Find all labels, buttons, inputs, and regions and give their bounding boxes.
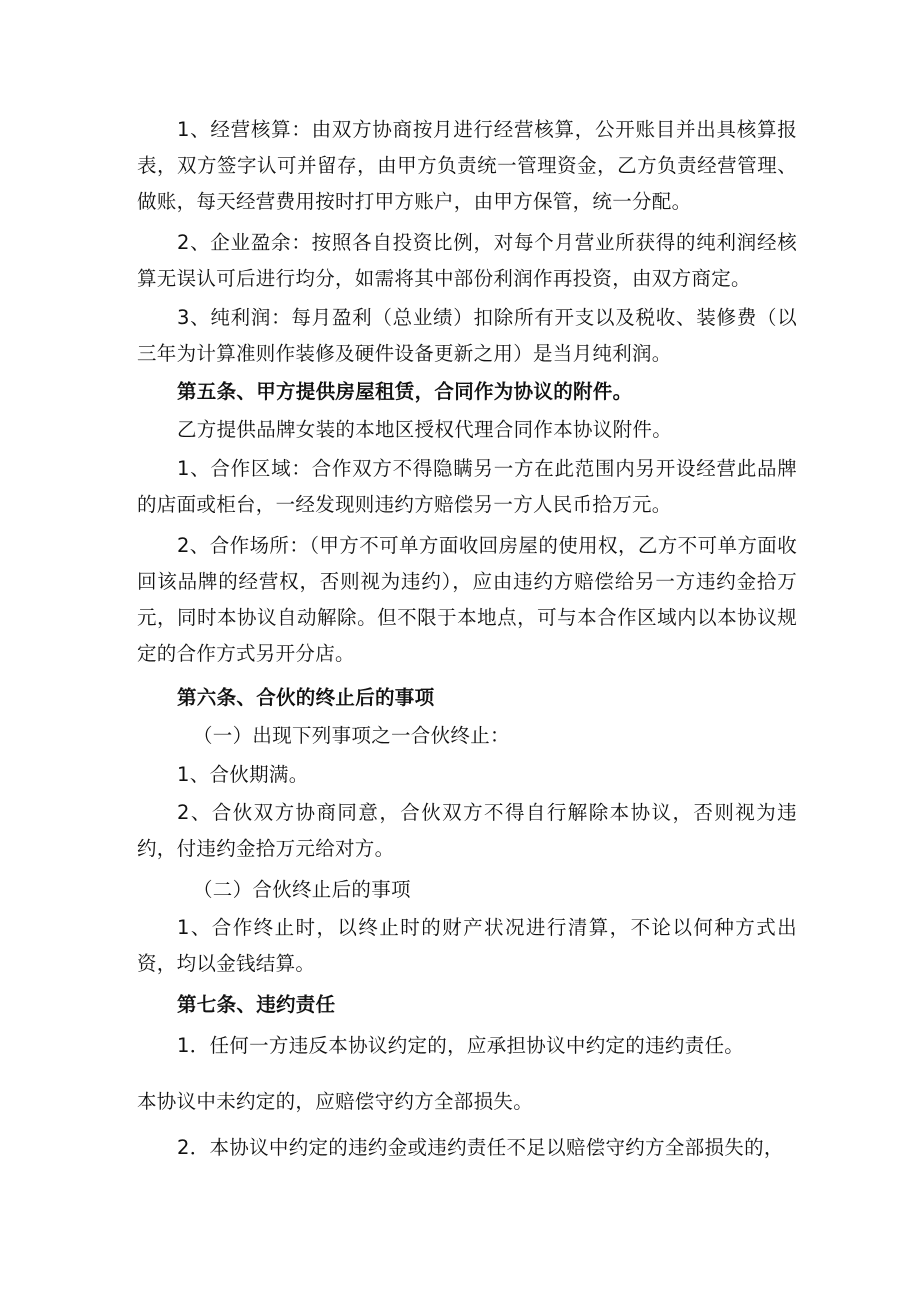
paragraph-term-expired: 1、合伙期满。 <box>177 763 309 786</box>
paragraph-breach-liability: 1．任何一方违反本协议约定的，应承担协议中约定的违约责任。 <box>177 1034 745 1057</box>
paragraph-brand-authorization: 乙方提供品牌女装的本地区授权代理合同作本协议附件。 <box>177 418 673 441</box>
article-six-heading: 第六条、合伙的终止后的事项 <box>177 686 435 709</box>
section-two-heading: （二）合伙终止后的事项 <box>193 878 411 901</box>
article-five-heading: 第五条、甲方提供房屋租赁，合同作为协议的附件。 <box>177 380 633 403</box>
article-seven-heading: 第七条、违约责任 <box>177 993 336 1016</box>
paragraph-insufficient-penalty: 2．本协议中约定的违约金或违约责任不足以赔偿守约方全部损失的， <box>177 1136 784 1159</box>
paragraph-unstipulated-loss: 本协议中未约定的，应赔偿守约方全部损失。 <box>137 1090 534 1113</box>
paragraph-business-accounting: 1、经营核算：由双方协商按月进行经营核算，公开账目并出具核算报表，双方签字认可并留存，由甲方负责统一管理资金，乙方负责经营管理、做账，每天经营费用按时打甲方账户，由甲方保管，统一分配。 <box>137 118 797 213</box>
paragraph-cooperation-area: 1、合作区域：合作双方不得隐瞒另一方在此范围内另开设经营此品牌的店面或柜台，一经发现则违约方赔偿另一方人民币拾万元。 <box>137 457 797 516</box>
section-one-heading: （一）出现下列事项之一合伙终止： <box>193 724 510 747</box>
paragraph-liquidation: 1、合作终止时，以终止时的财产状况进行清算，不论以何种方式出资，均以金钱结算。 <box>137 916 797 975</box>
paragraph-enterprise-surplus: 2、企业盈余：按照各自投资比例，对每个月营业所获得的纯利润经核算无误认可后进行均分，如需将其中部份利润作再投资，由双方商定。 <box>137 231 797 290</box>
paragraph-net-profit: 3、纯利润：每月盈利（总业绩）扣除所有开支以及税收、装修费（以三年为计算准则作装修及硬件设备更新之用）是当月纯利润。 <box>137 306 797 365</box>
paragraph-cooperation-venue: 2、合作场所：（甲方不可单方面收回房屋的使用权，乙方不可单方面收回该品牌的经营权，否则视为违约），应由违约方赔偿给另一方违约金拾万元，同时本协议自动解除。但不限于本地点，可与本合作区域内以本协议规定的合作方式另开分店。 <box>137 534 797 665</box>
paragraph-mutual-agreement: 2、合伙双方协商同意，合伙双方不得自行解除本协议，否则视为违约，付违约金拾万元给对方。 <box>137 801 797 860</box>
